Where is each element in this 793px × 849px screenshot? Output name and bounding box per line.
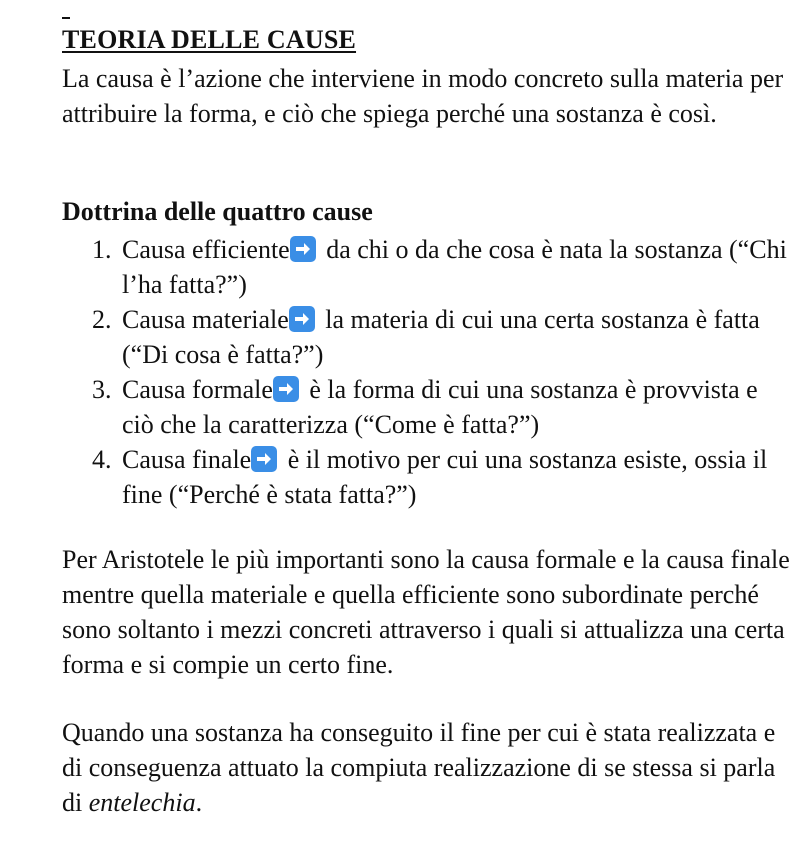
aristotle-paragraph: Per Aristotele le più importanti sono la causa formale e la causa finale mentre quella materiale e quella efficiente sono subordinate perché sono soltanto i mezzi concreti attraverso i quali si attualizza una certa forma e si compie un certo fine. [62, 545, 790, 679]
cause-description: è il motivo per cui una sostanza esiste, ossia il fine (“Perché è stata fatta?”) [122, 445, 768, 509]
intro-paragraph: La causa è l’azione che interviene in modo concreto sulla materia per attribuire la forma, e ciò che spiega perché una sostanza è così. [62, 64, 784, 128]
cause-name: Causa efficiente [122, 235, 290, 264]
cause-name: Causa formale [122, 375, 273, 404]
top-dash [62, 17, 70, 19]
causes-list [62, 232, 790, 512]
cause-description: la materia di cui una certa sostanza è fatta (“Di cosa è fatta?”) [122, 305, 760, 369]
right-arrow-icon [251, 446, 277, 472]
cause-number: 1. [92, 235, 112, 264]
cause-description: è la forma di cui una sostanza è provvista e ciò che la caratterizza (“Come è fatta?”) [122, 375, 758, 439]
cause-number: 4. [92, 445, 112, 474]
cause-item-final [62, 442, 790, 512]
right-arrow-icon [290, 236, 316, 262]
entelechy-term: entelechia [88, 788, 196, 817]
entelechy-period: . [195, 788, 203, 817]
cause-item-efficient [62, 232, 790, 302]
cause-item-material [62, 302, 790, 372]
cause-item-formal [62, 372, 790, 442]
entelechy-paragraph [62, 715, 790, 820]
cause-number: 2. [92, 305, 112, 334]
cause-name: Causa finale [122, 445, 252, 474]
right-arrow-icon [289, 306, 315, 332]
entelechy-text: Quando una sostanza ha conseguito il fine per cui è stata realizzata e di conseguenza attuato la compiuta realizzazione di se stessa si parla di [62, 718, 776, 817]
page-title: TEORIA DELLE CAUSE [62, 25, 357, 54]
section-heading: Dottrina delle quattro cause [62, 197, 373, 226]
right-arrow-icon [273, 376, 299, 402]
cause-description: da chi o da che cosa è nata la sostanza (“Chi l’ha fatta?”) [122, 235, 787, 299]
cause-number: 3. [92, 375, 112, 404]
cause-name: Causa materiale [122, 305, 289, 334]
